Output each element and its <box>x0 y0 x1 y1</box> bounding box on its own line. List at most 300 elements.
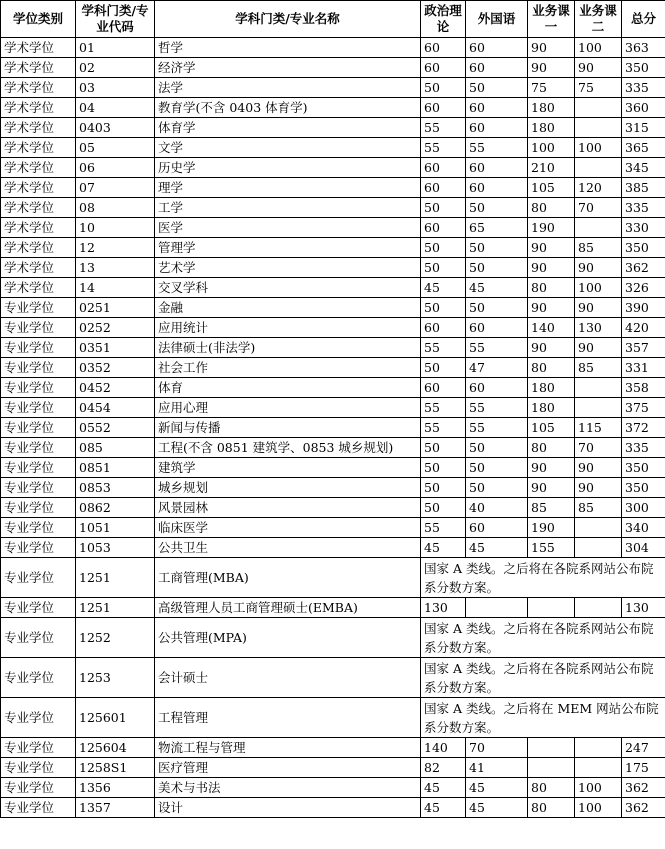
table-row <box>1 118 665 138</box>
cell-note: 国家 A 类线。之后将在各院系网站公布院系分数方案。 <box>421 658 665 698</box>
cell-politics: 55 <box>421 138 466 158</box>
cell-degree-type: 专业学位 <box>1 378 76 398</box>
cell-name: 医疗管理 <box>155 758 421 778</box>
cell-foreign-language: 45 <box>466 278 528 298</box>
cell-total: 335 <box>622 78 665 98</box>
cell-foreign-language: 55 <box>466 418 528 438</box>
cell-name: 会计硕士 <box>155 658 421 698</box>
cell-name: 工程(不含 0851 建筑学、0853 城乡规划) <box>155 438 421 458</box>
cell-code: 07 <box>76 178 155 198</box>
cell-politics: 55 <box>421 338 466 358</box>
cell-course-2 <box>575 738 622 758</box>
cell-name: 经济学 <box>155 58 421 78</box>
cell-foreign-language: 40 <box>466 498 528 518</box>
cell-politics: 82 <box>421 758 466 778</box>
cell-foreign-language: 55 <box>466 398 528 418</box>
cell-degree-type: 专业学位 <box>1 538 76 558</box>
cell-course-2: 100 <box>575 278 622 298</box>
cell-foreign-language: 50 <box>466 478 528 498</box>
cell-politics: 60 <box>421 98 466 118</box>
cell-code: 14 <box>76 278 155 298</box>
table-row <box>1 698 665 738</box>
cell-course-1: 90 <box>528 458 575 478</box>
cell-foreign-language: 50 <box>466 458 528 478</box>
table-row <box>1 358 665 378</box>
table-row <box>1 618 665 658</box>
cell-course-2: 85 <box>575 358 622 378</box>
cell-name: 理学 <box>155 178 421 198</box>
cell-politics: 50 <box>421 498 466 518</box>
cell-code: 0853 <box>76 478 155 498</box>
cell-name: 体育学 <box>155 118 421 138</box>
cell-degree-type: 学术学位 <box>1 278 76 298</box>
cell-course-2: 90 <box>575 298 622 318</box>
cell-degree-type: 学术学位 <box>1 198 76 218</box>
cell-total: 420 <box>622 318 665 338</box>
cell-degree-type: 专业学位 <box>1 778 76 798</box>
cell-course-2: 70 <box>575 198 622 218</box>
cell-course-1: 180 <box>528 118 575 138</box>
cell-code: 0862 <box>76 498 155 518</box>
table-row <box>1 458 665 478</box>
cell-course-2: 90 <box>575 478 622 498</box>
cell-foreign-language: 50 <box>466 258 528 278</box>
cell-code: 0403 <box>76 118 155 138</box>
cell-code: 1251 <box>76 598 155 618</box>
table-row <box>1 658 665 698</box>
cell-course-2: 70 <box>575 438 622 458</box>
cell-politics: 45 <box>421 538 466 558</box>
cell-politics: 60 <box>421 178 466 198</box>
cell-total: 357 <box>622 338 665 358</box>
cell-code: 02 <box>76 58 155 78</box>
cell-name: 社会工作 <box>155 358 421 378</box>
cell-foreign-language: 50 <box>466 198 528 218</box>
cell-foreign-language: 60 <box>466 38 528 58</box>
header-politics: 政治理论 <box>421 1 466 38</box>
cell-course-2: 85 <box>575 498 622 518</box>
cell-code: 0352 <box>76 358 155 378</box>
cell-degree-type: 学术学位 <box>1 178 76 198</box>
cell-politics: 45 <box>421 778 466 798</box>
cell-name: 法学 <box>155 78 421 98</box>
cell-course-1: 80 <box>528 358 575 378</box>
table-row <box>1 258 665 278</box>
cell-code: 0252 <box>76 318 155 338</box>
cell-name: 工程管理 <box>155 698 421 738</box>
header-code: 学科门类/专业代码 <box>76 1 155 38</box>
cell-total: 335 <box>622 198 665 218</box>
cell-name: 应用统计 <box>155 318 421 338</box>
cell-code: 03 <box>76 78 155 98</box>
cell-course-2 <box>575 218 622 238</box>
cell-course-1: 140 <box>528 318 575 338</box>
cell-code: 1253 <box>76 658 155 698</box>
cell-degree-type: 专业学位 <box>1 758 76 778</box>
cell-politics: 50 <box>421 238 466 258</box>
cell-code: 1251 <box>76 558 155 598</box>
cell-politics: 60 <box>421 318 466 338</box>
cell-name: 金融 <box>155 298 421 318</box>
table-row <box>1 798 665 818</box>
cell-course-1: 105 <box>528 418 575 438</box>
cell-total: 130 <box>622 598 665 618</box>
cell-course-1: 210 <box>528 158 575 178</box>
cell-degree-type: 专业学位 <box>1 798 76 818</box>
cell-course-1: 180 <box>528 378 575 398</box>
cell-politics: 60 <box>421 218 466 238</box>
cell-course-1: 80 <box>528 438 575 458</box>
cell-course-2: 90 <box>575 258 622 278</box>
cell-course-1: 75 <box>528 78 575 98</box>
cell-course-2: 120 <box>575 178 622 198</box>
cell-foreign-language: 70 <box>466 738 528 758</box>
cell-code: 0251 <box>76 298 155 318</box>
table-row <box>1 438 665 458</box>
cell-degree-type: 专业学位 <box>1 498 76 518</box>
cell-degree-type: 专业学位 <box>1 698 76 738</box>
cell-course-2: 75 <box>575 78 622 98</box>
cell-degree-type: 学术学位 <box>1 98 76 118</box>
cell-code: 125604 <box>76 738 155 758</box>
cell-foreign-language <box>466 598 528 618</box>
cell-degree-type: 专业学位 <box>1 618 76 658</box>
table-body <box>1 38 665 818</box>
cell-politics: 50 <box>421 458 466 478</box>
cell-code: 0454 <box>76 398 155 418</box>
table-row <box>1 178 665 198</box>
cell-course-1: 190 <box>528 518 575 538</box>
cell-course-2 <box>575 118 622 138</box>
table-row <box>1 738 665 758</box>
cell-code: 08 <box>76 198 155 218</box>
cell-total: 375 <box>622 398 665 418</box>
cell-name: 临床医学 <box>155 518 421 538</box>
cell-total: 350 <box>622 458 665 478</box>
header-course-2: 业务课二 <box>575 1 622 38</box>
cell-degree-type: 学术学位 <box>1 158 76 178</box>
cell-degree-type: 学术学位 <box>1 218 76 238</box>
cell-foreign-language: 45 <box>466 538 528 558</box>
table-row <box>1 158 665 178</box>
cell-foreign-language: 50 <box>466 298 528 318</box>
cell-foreign-language: 41 <box>466 758 528 778</box>
cell-politics: 60 <box>421 58 466 78</box>
cell-politics: 60 <box>421 378 466 398</box>
cell-course-1 <box>528 738 575 758</box>
cell-degree-type: 专业学位 <box>1 658 76 698</box>
cell-course-2 <box>575 518 622 538</box>
cell-note: 国家 A 类线。之后将在各院系网站公布院系分数方案。 <box>421 558 665 598</box>
cell-course-1: 80 <box>528 778 575 798</box>
cell-politics: 50 <box>421 198 466 218</box>
cell-course-1: 85 <box>528 498 575 518</box>
cell-degree-type: 专业学位 <box>1 458 76 478</box>
cell-name: 高级管理人员工商管理硕士(EMBA) <box>155 598 421 618</box>
cell-code: 085 <box>76 438 155 458</box>
cell-course-2: 100 <box>575 778 622 798</box>
table-row <box>1 58 665 78</box>
cell-total: 335 <box>622 438 665 458</box>
cell-total: 350 <box>622 238 665 258</box>
header-total: 总分 <box>622 1 665 38</box>
cell-note: 国家 A 类线。之后将在各院系网站公布院系分数方案。 <box>421 618 665 658</box>
cell-total: 315 <box>622 118 665 138</box>
cell-code: 05 <box>76 138 155 158</box>
cell-total: 360 <box>622 98 665 118</box>
cell-degree-type: 专业学位 <box>1 478 76 498</box>
cell-name: 文学 <box>155 138 421 158</box>
cell-course-1: 90 <box>528 38 575 58</box>
cell-course-1: 80 <box>528 278 575 298</box>
cell-politics: 60 <box>421 158 466 178</box>
cell-politics: 55 <box>421 398 466 418</box>
table-row <box>1 558 665 598</box>
cell-foreign-language: 60 <box>466 158 528 178</box>
cell-name: 风景园林 <box>155 498 421 518</box>
cell-code: 1053 <box>76 538 155 558</box>
header-name: 学科门类/专业名称 <box>155 1 421 38</box>
cell-total: 385 <box>622 178 665 198</box>
cell-politics: 55 <box>421 118 466 138</box>
cell-name: 应用心理 <box>155 398 421 418</box>
cell-politics: 50 <box>421 298 466 318</box>
cell-code: 0351 <box>76 338 155 358</box>
cell-course-2 <box>575 158 622 178</box>
cell-foreign-language: 60 <box>466 58 528 78</box>
cell-course-1: 190 <box>528 218 575 238</box>
cell-code: 1356 <box>76 778 155 798</box>
cell-degree-type: 专业学位 <box>1 738 76 758</box>
cell-foreign-language: 55 <box>466 138 528 158</box>
cell-course-2: 130 <box>575 318 622 338</box>
table-row <box>1 218 665 238</box>
cell-course-1: 90 <box>528 258 575 278</box>
cell-name: 艺术学 <box>155 258 421 278</box>
cell-code: 13 <box>76 258 155 278</box>
cell-total: 362 <box>622 778 665 798</box>
cell-degree-type: 专业学位 <box>1 518 76 538</box>
cell-foreign-language: 60 <box>466 378 528 398</box>
cell-code: 12 <box>76 238 155 258</box>
cell-total: 247 <box>622 738 665 758</box>
cell-note: 国家 A 类线。之后将在 MEM 网站公布院系分数方案。 <box>421 698 665 738</box>
cell-degree-type: 学术学位 <box>1 258 76 278</box>
cell-name: 城乡规划 <box>155 478 421 498</box>
header-degree-type: 学位类别 <box>1 1 76 38</box>
cell-politics: 50 <box>421 478 466 498</box>
cell-course-1: 100 <box>528 138 575 158</box>
cell-code: 04 <box>76 98 155 118</box>
cell-politics: 50 <box>421 358 466 378</box>
cell-total: 345 <box>622 158 665 178</box>
table-row <box>1 398 665 418</box>
cell-foreign-language: 60 <box>466 98 528 118</box>
table-row <box>1 338 665 358</box>
cell-course-2: 100 <box>575 138 622 158</box>
cell-foreign-language: 45 <box>466 778 528 798</box>
table-row <box>1 518 665 538</box>
cell-foreign-language: 47 <box>466 358 528 378</box>
cell-total: 175 <box>622 758 665 778</box>
cell-course-2 <box>575 398 622 418</box>
cell-foreign-language: 50 <box>466 438 528 458</box>
cell-total: 350 <box>622 58 665 78</box>
cell-degree-type: 专业学位 <box>1 358 76 378</box>
table-row <box>1 278 665 298</box>
cell-code: 06 <box>76 158 155 178</box>
table-row <box>1 238 665 258</box>
header-row <box>1 1 665 38</box>
cell-code: 01 <box>76 38 155 58</box>
cell-code: 0851 <box>76 458 155 478</box>
table-row <box>1 138 665 158</box>
cell-degree-type: 专业学位 <box>1 318 76 338</box>
cell-course-1 <box>528 758 575 778</box>
table-row <box>1 98 665 118</box>
cell-name: 新闻与传播 <box>155 418 421 438</box>
cell-course-1: 80 <box>528 798 575 818</box>
cell-name: 工学 <box>155 198 421 218</box>
cell-code: 1357 <box>76 798 155 818</box>
header-foreign-language: 外国语 <box>466 1 528 38</box>
cell-degree-type: 学术学位 <box>1 38 76 58</box>
cell-course-2: 100 <box>575 798 622 818</box>
cell-course-1: 80 <box>528 198 575 218</box>
table-row <box>1 298 665 318</box>
cell-name: 历史学 <box>155 158 421 178</box>
cell-politics: 50 <box>421 78 466 98</box>
cell-name: 美术与书法 <box>155 778 421 798</box>
cell-degree-type: 学术学位 <box>1 238 76 258</box>
cell-foreign-language: 65 <box>466 218 528 238</box>
cell-total: 326 <box>622 278 665 298</box>
cell-total: 390 <box>622 298 665 318</box>
cell-politics: 50 <box>421 438 466 458</box>
cell-name: 医学 <box>155 218 421 238</box>
table-row <box>1 78 665 98</box>
cell-foreign-language: 60 <box>466 178 528 198</box>
table-row <box>1 758 665 778</box>
cell-total: 363 <box>622 38 665 58</box>
cell-course-1: 90 <box>528 58 575 78</box>
cell-name: 设计 <box>155 798 421 818</box>
cell-degree-type: 专业学位 <box>1 418 76 438</box>
cell-course-2: 90 <box>575 458 622 478</box>
cell-degree-type: 专业学位 <box>1 338 76 358</box>
cell-name: 物流工程与管理 <box>155 738 421 758</box>
cell-code: 125601 <box>76 698 155 738</box>
cell-politics: 45 <box>421 278 466 298</box>
cell-code: 1051 <box>76 518 155 538</box>
cell-code: 0452 <box>76 378 155 398</box>
cell-name: 公共卫生 <box>155 538 421 558</box>
cell-politics: 140 <box>421 738 466 758</box>
cell-name: 交叉学科 <box>155 278 421 298</box>
cell-total: 304 <box>622 538 665 558</box>
cell-course-2: 115 <box>575 418 622 438</box>
cell-total: 358 <box>622 378 665 398</box>
cell-total: 330 <box>622 218 665 238</box>
cell-course-1: 155 <box>528 538 575 558</box>
cell-course-2 <box>575 538 622 558</box>
cell-total: 362 <box>622 798 665 818</box>
cell-politics: 60 <box>421 38 466 58</box>
cell-total: 365 <box>622 138 665 158</box>
cell-name: 体育 <box>155 378 421 398</box>
cell-course-2: 90 <box>575 338 622 358</box>
cell-politics: 130 <box>421 598 466 618</box>
cell-course-2: 85 <box>575 238 622 258</box>
cell-course-1: 90 <box>528 478 575 498</box>
table-row <box>1 318 665 338</box>
cell-foreign-language: 50 <box>466 238 528 258</box>
table-row <box>1 498 665 518</box>
table-row <box>1 478 665 498</box>
cell-foreign-language: 45 <box>466 798 528 818</box>
cell-total: 300 <box>622 498 665 518</box>
cell-degree-type: 学术学位 <box>1 58 76 78</box>
cell-course-1 <box>528 598 575 618</box>
cell-course-2: 90 <box>575 58 622 78</box>
table-row <box>1 418 665 438</box>
table-row <box>1 778 665 798</box>
cell-degree-type: 学术学位 <box>1 138 76 158</box>
cell-name: 管理学 <box>155 238 421 258</box>
cell-degree-type: 专业学位 <box>1 558 76 598</box>
cell-politics: 50 <box>421 258 466 278</box>
cell-total: 362 <box>622 258 665 278</box>
cell-course-1: 90 <box>528 238 575 258</box>
cell-course-1: 90 <box>528 298 575 318</box>
cell-politics: 55 <box>421 518 466 538</box>
cell-course-1: 180 <box>528 98 575 118</box>
cell-name: 公共管理(MPA) <box>155 618 421 658</box>
header-course-1: 业务课一 <box>528 1 575 38</box>
cell-degree-type: 专业学位 <box>1 398 76 418</box>
cell-total: 372 <box>622 418 665 438</box>
cell-foreign-language: 55 <box>466 338 528 358</box>
cell-degree-type: 学术学位 <box>1 78 76 98</box>
cell-name: 教育学(不含 0403 体育学) <box>155 98 421 118</box>
table-row <box>1 38 665 58</box>
cell-foreign-language: 50 <box>466 78 528 98</box>
cell-politics: 55 <box>421 418 466 438</box>
cell-foreign-language: 60 <box>466 518 528 538</box>
cell-degree-type: 专业学位 <box>1 298 76 318</box>
table-row <box>1 538 665 558</box>
cell-total: 350 <box>622 478 665 498</box>
table-row <box>1 378 665 398</box>
cell-course-2 <box>575 378 622 398</box>
table-row <box>1 198 665 218</box>
cell-name: 哲学 <box>155 38 421 58</box>
cell-degree-type: 专业学位 <box>1 438 76 458</box>
cell-name: 工商管理(MBA) <box>155 558 421 598</box>
cell-foreign-language: 60 <box>466 118 528 138</box>
cell-code: 1252 <box>76 618 155 658</box>
cell-course-2 <box>575 598 622 618</box>
cell-course-2 <box>575 98 622 118</box>
cell-name: 法律硕士(非法学) <box>155 338 421 358</box>
cell-degree-type: 专业学位 <box>1 598 76 618</box>
cell-course-1: 105 <box>528 178 575 198</box>
cell-total: 340 <box>622 518 665 538</box>
cell-course-2: 100 <box>575 38 622 58</box>
cell-code: 10 <box>76 218 155 238</box>
cell-course-2 <box>575 758 622 778</box>
cell-code: 1258S1 <box>76 758 155 778</box>
